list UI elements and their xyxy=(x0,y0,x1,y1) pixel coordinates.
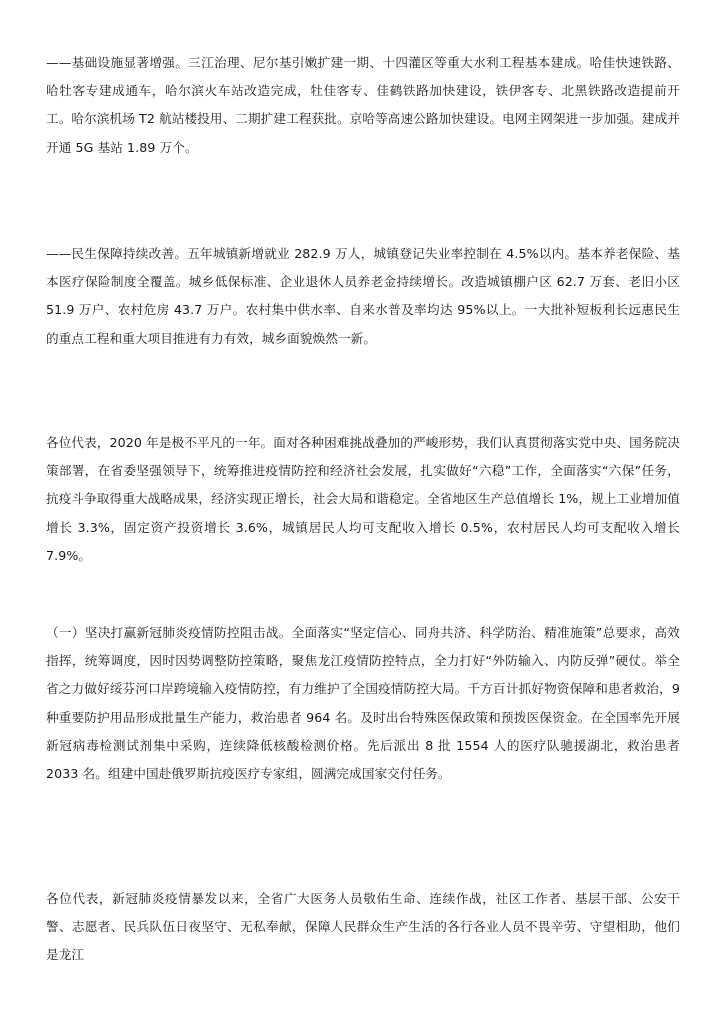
paragraph-epidemic-control: （一）坚决打赢新冠肺炎疫情防控阻击战。全面落实“坚定信心、同舟共济、科学防治、精准施策”总要求，高效指挥，统筹调度，因时因势调整防控策略，聚焦龙江疫情防控特点，全力打好“外防输入、内防反弹”硬仗。举全省之力做好绥芬河口岸跨境输入疫情防控，有力维护了全国疫情防控大局。千方百计抓好物资保障和患者救治，9 种重要防护用品形成批量生产能力，救治患者 964 名。及时出台特殊医保政策和预拨医保资金。在全国率先开展新冠病毒检测试剂集中采购，连续降低核酸检测价格。先后派出 8 批 1554 人的医疗队驰援湖北，救治患者 2033 名。组建中国赴俄罗斯抗疫医疗专家组，圆满完成国家交付任务。 xyxy=(46,625,680,782)
paragraph-livelihood: ——民生保障持续改善。五年城镇新增就业 282.9 万人，城镇登记失业率控制在 4.5%以内。基本养老保险、基本医疗保险制度全覆盖。城乡低保标准、企业退休人员养老金持续增长。改造城镇棚户区 62.7 万套、老旧小区 51.9 万户、农村危房 43.7 万户。农村集中供水率、自来水普及率均达 95%以上。一大批补短板利长远惠民生的重点工程和重大项目推进有力有效，城乡面貌焕然一新。 xyxy=(46,246,680,346)
paragraph-2020-overview: 各位代表，2020 年是极不平凡的一年。面对各种困难挑战叠加的严峻形势，我们认真贯彻落实党中央、国务院决策部署，在省委坚强领导下，统筹推进疫情防控和经济社会发展，扎实做好“六稳”工作，全面落实“六保”任务，抗疫斗争取得重大战略成果，经济实现正增长，社会大局和谐稳定。全省地区生产总值增长 1%，规上工业增加值增长 3.3%，固定资产投资增长 3.6%，城镇居民人均可支配收入增长 0.5%，农村居民人均可支配收入增长 7.9%。 xyxy=(46,435,680,563)
paragraph-tribute: 各位代表，新冠肺炎疫情暴发以来，全省广大医务人员敬佑生命、连续作战，社区工作者、基层干部、公安干警、志愿者、民兵队伍日夜坚守、无私奉献，保障人民群众生产生活的各行各业人员不畏辛劳、守望相助，他们是龙江 xyxy=(46,891,680,963)
paragraph-infrastructure: ——基础设施显著增强。三江治理、尼尔基引嫩扩建一期、十四灌区等重大水利工程基本建成。哈佳快速铁路、哈牡客专建成通车，哈尔滨火车站改造完成，牡佳客专、佳鹤铁路加快建设，铁伊客专、北黑铁路改造提前开工。哈尔滨机场 T2 航站楼投用、二期扩建工程获批。京哈等高速公路加快建设。电网主网架进一步加强。建成并开通 5G 基站 1.89 万个。 xyxy=(46,55,680,155)
